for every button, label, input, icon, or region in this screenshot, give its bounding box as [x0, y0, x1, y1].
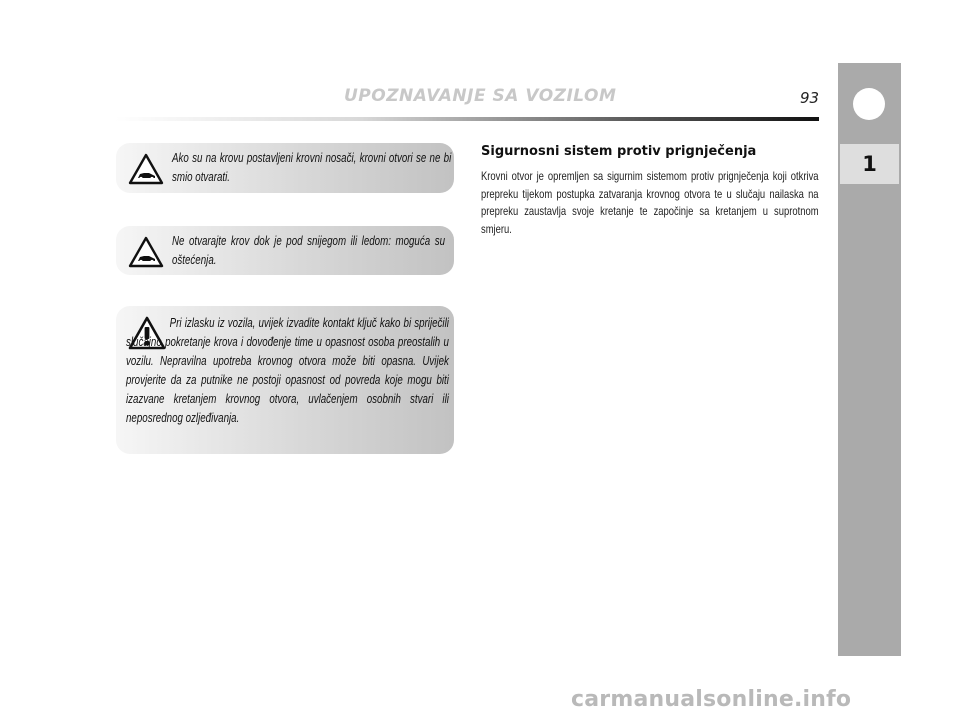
header-rule	[115, 117, 819, 121]
warning-text: Ne otvarajte krov dok je pod snijegom ili ledom: moguća su oštećenja.	[172, 234, 445, 267]
warning-box-roof-racks	[116, 143, 454, 193]
warning-text: Pri izlasku iz vozila, uvijek izvadite kontakt ključ kako bi spriječili slučajno pokretanje krova i dovođenje time u opasnost osoba preostalih u vozilu. Nepravilna upotreba krovnog otvora može biti opasna. Uvijek provjerite da za putnike ne postoji opasnost od povreda koje mogu biti izazvane kretanjem krovnog otvora, uvlačenjem osobnih stvari ili neposrednog ozljeđivanja.	[126, 316, 449, 425]
page-number: 93	[800, 89, 820, 107]
watermark: carmanualsonline.info	[571, 687, 852, 712]
warning-text: Ako su na krovu postavljeni krovni nosači, krovni otvori se ne bi smio otvarati.	[172, 151, 452, 184]
running-header-title: UPOZNAVANJE SA VOZILOM	[344, 86, 617, 106]
section-heading: Sigurnosni sistem protiv prignječenja	[481, 144, 757, 159]
chapter-number: 1	[840, 144, 899, 184]
warning-box-snow-ice	[116, 226, 454, 275]
chapter-tab-circle	[853, 88, 885, 120]
car-roof-warning-icon	[128, 153, 164, 190]
warning-box-key-removal	[116, 306, 454, 454]
car-roof-warning-icon	[128, 236, 164, 273]
section-body: Krovni otvor je opremljen sa sigurnim sistemom protiv prignječenja koji otkriva prepreku tijekom postupka zatvaranja krovnog otvora te u slučaju nailaska na prepreku zaustavlja svoje kretanje te započinje sa kretanjem u suprotnom smjeru.	[481, 169, 819, 236]
